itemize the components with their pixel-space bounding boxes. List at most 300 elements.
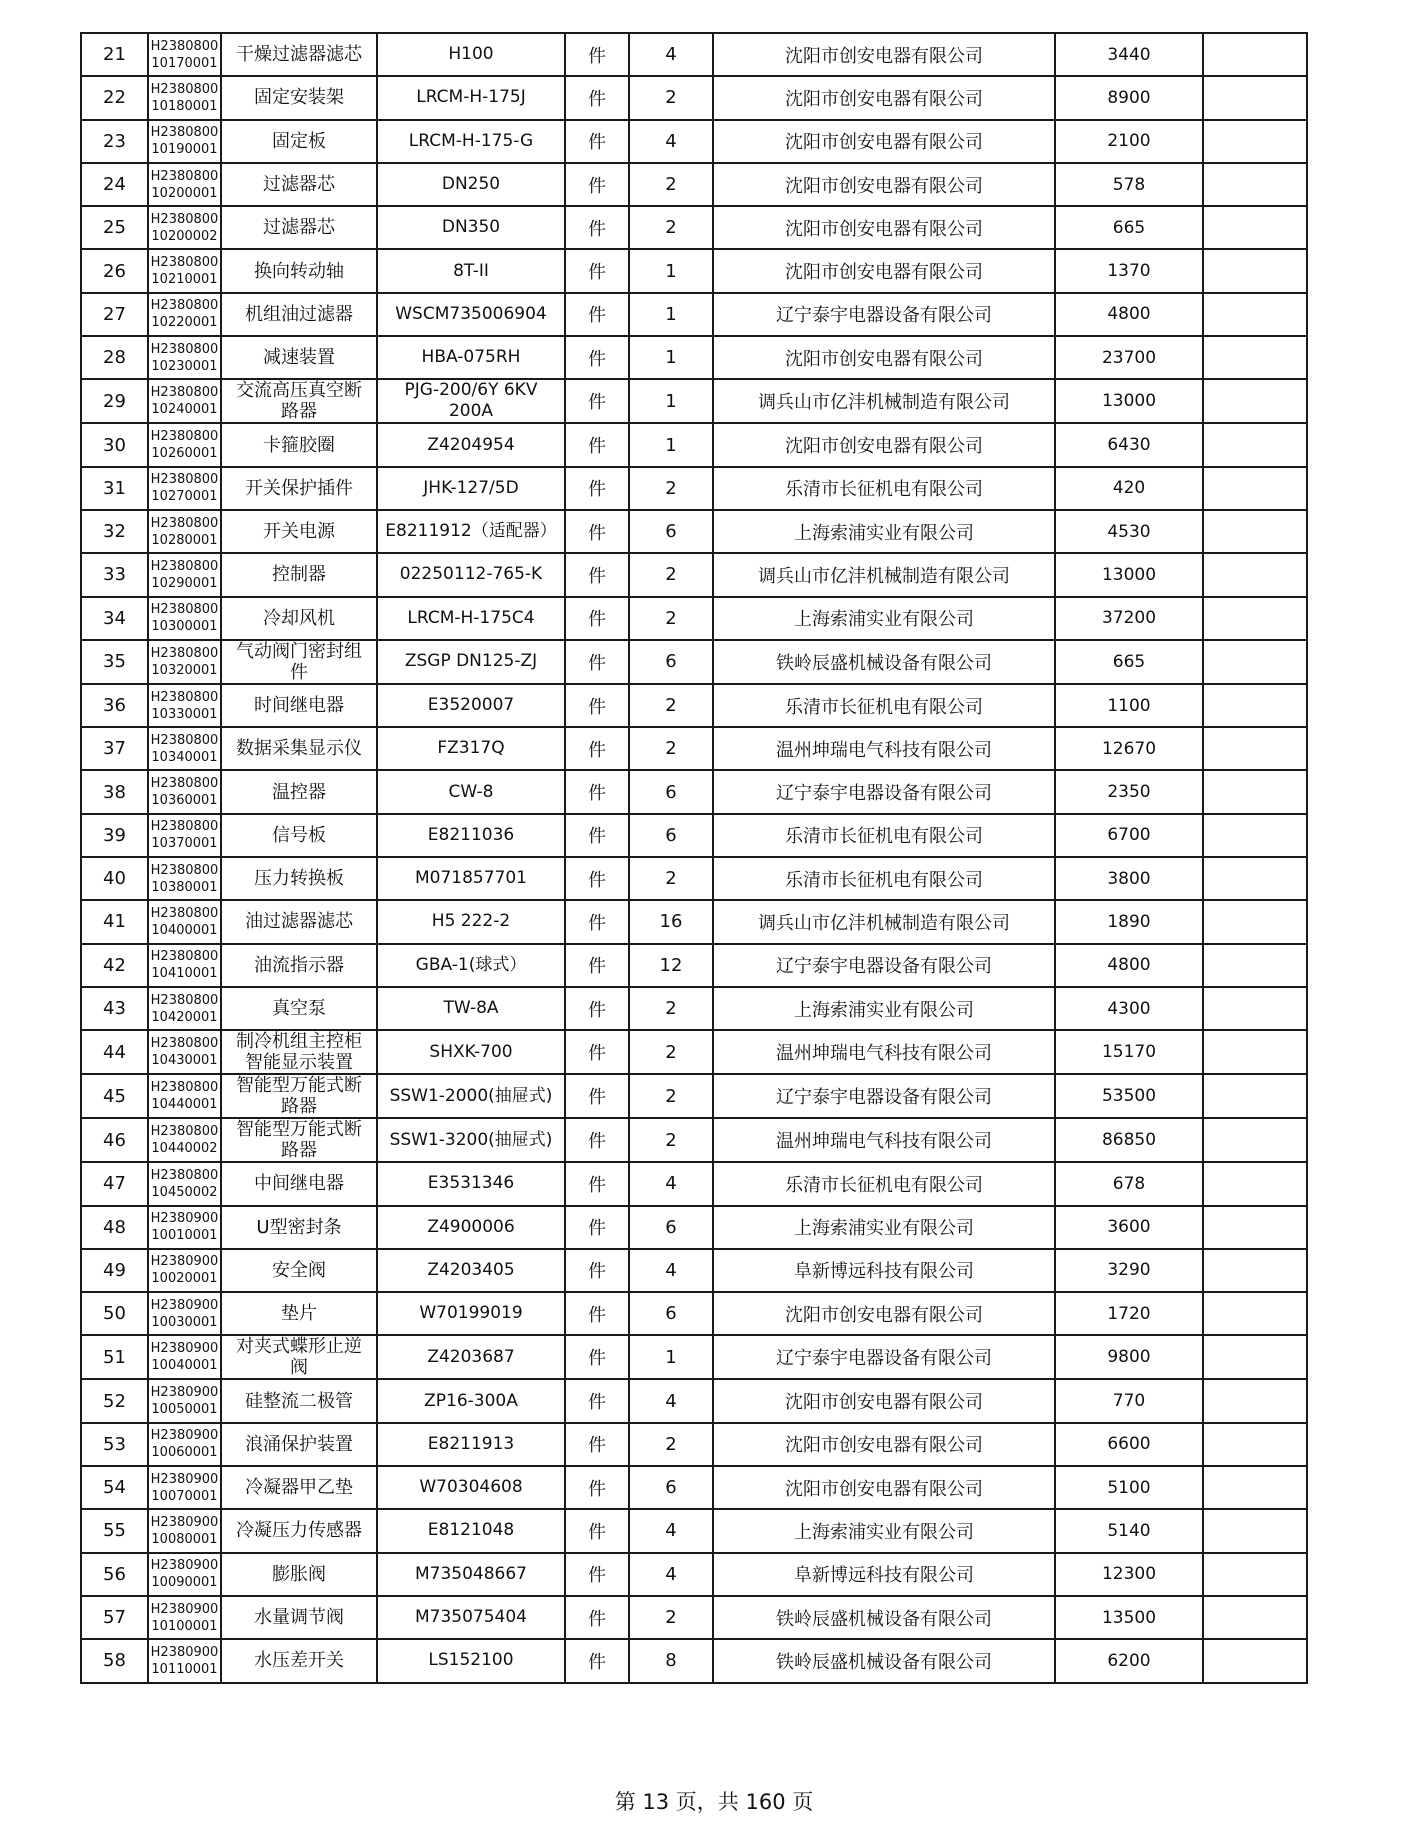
row-number-cell: 44	[81, 1030, 148, 1074]
spec-model-cell: LRCM-H-175C4	[377, 597, 565, 640]
remarks-cell	[1203, 944, 1307, 987]
item-name-cell: 浪涌保护装置	[221, 1423, 377, 1466]
item-name-cell: 过滤器芯	[221, 163, 377, 206]
supplier-cell: 上海索浦实业有限公司	[713, 1509, 1055, 1552]
item-code-cell: H2380800 10230001	[148, 336, 221, 379]
supplier-cell: 乐清市长征机电有限公司	[713, 857, 1055, 900]
item-name-cell: 冷凝压力传感器	[221, 1509, 377, 1552]
price-cell: 578	[1055, 163, 1203, 206]
table-row	[81, 206, 1307, 249]
table-row	[81, 336, 1307, 379]
item-name-cell: 过滤器芯	[221, 206, 377, 249]
item-name-cell: 固定板	[221, 120, 377, 163]
unit-cell: 件	[565, 857, 629, 900]
supplier-cell: 乐清市长征机电有限公司	[713, 684, 1055, 727]
table-row	[81, 1596, 1307, 1639]
price-cell: 1370	[1055, 249, 1203, 292]
unit-cell: 件	[565, 1596, 629, 1639]
item-name-cell: U型密封条	[221, 1206, 377, 1249]
row-number-cell: 23	[81, 120, 148, 163]
remarks-cell	[1203, 1030, 1307, 1074]
item-code-cell: H2380900 10070001	[148, 1466, 221, 1509]
remarks-cell	[1203, 727, 1307, 770]
row-number-cell: 45	[81, 1074, 148, 1118]
unit-cell: 件	[565, 684, 629, 727]
row-number-cell: 48	[81, 1206, 148, 1249]
quantity-cell: 2	[629, 1030, 713, 1074]
price-cell: 6700	[1055, 814, 1203, 857]
row-number-cell: 21	[81, 33, 148, 76]
price-cell: 770	[1055, 1379, 1203, 1422]
table-row	[81, 33, 1307, 76]
remarks-cell	[1203, 1249, 1307, 1292]
supplier-cell: 沈阳市创安电器有限公司	[713, 1466, 1055, 1509]
unit-cell: 件	[565, 1553, 629, 1596]
price-cell: 9800	[1055, 1335, 1203, 1379]
item-code-cell: H2380800 10440001	[148, 1074, 221, 1118]
price-cell: 4530	[1055, 510, 1203, 553]
item-name-cell: 真空泵	[221, 987, 377, 1030]
item-code-cell: H2380800 10190001	[148, 120, 221, 163]
quantity-cell: 6	[629, 640, 713, 684]
remarks-cell	[1203, 163, 1307, 206]
remarks-cell	[1203, 467, 1307, 510]
spec-model-cell: JHK-127/5D	[377, 467, 565, 510]
row-number-cell: 57	[81, 1596, 148, 1639]
price-cell: 678	[1055, 1162, 1203, 1205]
page-footer: 第 13 页，共 160 页	[614, 1790, 814, 1814]
supplier-cell: 沈阳市创安电器有限公司	[713, 1379, 1055, 1422]
row-number-cell: 56	[81, 1553, 148, 1596]
unit-cell: 件	[565, 1292, 629, 1335]
quantity-cell: 2	[629, 206, 713, 249]
price-cell: 665	[1055, 206, 1203, 249]
table-row	[81, 423, 1307, 466]
row-number-cell: 32	[81, 510, 148, 553]
remarks-cell	[1203, 814, 1307, 857]
unit-cell: 件	[565, 293, 629, 336]
quantity-cell: 1	[629, 336, 713, 379]
item-code-cell: H2380800 10370001	[148, 814, 221, 857]
supplier-cell: 沈阳市创安电器有限公司	[713, 336, 1055, 379]
row-number-cell: 50	[81, 1292, 148, 1335]
row-number-cell: 33	[81, 553, 148, 596]
price-cell: 3600	[1055, 1206, 1203, 1249]
price-cell: 13000	[1055, 379, 1203, 423]
item-name-cell: 信号板	[221, 814, 377, 857]
item-name-cell: 水压差开关	[221, 1639, 377, 1682]
price-cell: 5100	[1055, 1466, 1203, 1509]
quantity-cell: 2	[629, 76, 713, 119]
table-row	[81, 120, 1307, 163]
spec-model-cell: SSW1-3200(抽屉式)	[377, 1118, 565, 1162]
item-code-cell: H2380800 10360001	[148, 770, 221, 813]
unit-cell: 件	[565, 553, 629, 596]
supplier-cell: 沈阳市创安电器有限公司	[713, 423, 1055, 466]
table-row	[81, 163, 1307, 206]
table-row	[81, 1466, 1307, 1509]
remarks-cell	[1203, 770, 1307, 813]
row-number-cell: 29	[81, 379, 148, 423]
spec-model-cell: ZP16-300A	[377, 1379, 565, 1422]
unit-cell: 件	[565, 597, 629, 640]
unit-cell: 件	[565, 1074, 629, 1118]
item-code-cell: H2380800 10170001	[148, 33, 221, 76]
unit-cell: 件	[565, 163, 629, 206]
remarks-cell	[1203, 379, 1307, 423]
price-cell: 13000	[1055, 553, 1203, 596]
item-name-cell: 换向转动轴	[221, 249, 377, 292]
supplier-cell: 乐清市长征机电有限公司	[713, 814, 1055, 857]
supplier-cell: 沈阳市创安电器有限公司	[713, 206, 1055, 249]
item-code-cell: H2380800 10320001	[148, 640, 221, 684]
remarks-cell	[1203, 336, 1307, 379]
table-row	[81, 510, 1307, 553]
item-code-cell: H2380800 10440002	[148, 1118, 221, 1162]
spec-model-cell: ZSGP DN125-ZJ	[377, 640, 565, 684]
item-name-cell: 冷却风机	[221, 597, 377, 640]
item-name-cell: 干燥过滤器滤芯	[221, 33, 377, 76]
unit-cell: 件	[565, 1466, 629, 1509]
quantity-cell: 2	[629, 1423, 713, 1466]
unit-cell: 件	[565, 814, 629, 857]
quantity-cell: 6	[629, 1292, 713, 1335]
item-name-cell: 冷凝器甲乙垫	[221, 1466, 377, 1509]
remarks-cell	[1203, 1118, 1307, 1162]
price-cell: 4300	[1055, 987, 1203, 1030]
unit-cell: 件	[565, 1162, 629, 1205]
supplier-cell: 阜新博远科技有限公司	[713, 1249, 1055, 1292]
remarks-cell	[1203, 1596, 1307, 1639]
unit-cell: 件	[565, 33, 629, 76]
table-row	[81, 1335, 1307, 1379]
spec-model-cell: E8121048	[377, 1509, 565, 1552]
spec-model-cell: LRCM-H-175J	[377, 76, 565, 119]
price-cell: 5140	[1055, 1509, 1203, 1552]
unit-cell: 件	[565, 727, 629, 770]
quantity-cell: 2	[629, 727, 713, 770]
supplier-cell: 阜新博远科技有限公司	[713, 1553, 1055, 1596]
quantity-cell: 4	[629, 1379, 713, 1422]
spec-model-cell: CW-8	[377, 770, 565, 813]
table-row	[81, 1074, 1307, 1118]
spec-model-cell: E8211913	[377, 1423, 565, 1466]
unit-cell: 件	[565, 120, 629, 163]
quantity-cell: 4	[629, 1509, 713, 1552]
spec-model-cell: WSCM735006904	[377, 293, 565, 336]
row-number-cell: 24	[81, 163, 148, 206]
quantity-cell: 2	[629, 1074, 713, 1118]
item-code-cell: H2380900 10090001	[148, 1553, 221, 1596]
item-name-cell: 中间继电器	[221, 1162, 377, 1205]
quantity-cell: 4	[629, 1162, 713, 1205]
quantity-cell: 2	[629, 1118, 713, 1162]
item-code-cell: H2380900 10020001	[148, 1249, 221, 1292]
quantity-cell: 2	[629, 553, 713, 596]
row-number-cell: 55	[81, 1509, 148, 1552]
item-name-cell: 油过滤器滤芯	[221, 900, 377, 943]
spec-model-cell: HBA-075RH	[377, 336, 565, 379]
supplier-cell: 上海索浦实业有限公司	[713, 987, 1055, 1030]
price-cell: 1100	[1055, 684, 1203, 727]
table-row	[81, 900, 1307, 943]
remarks-cell	[1203, 1206, 1307, 1249]
supplier-cell: 调兵山市亿沣机械制造有限公司	[713, 379, 1055, 423]
item-code-cell: H2380800 10330001	[148, 684, 221, 727]
quantity-cell: 1	[629, 249, 713, 292]
unit-cell: 件	[565, 1118, 629, 1162]
item-code-cell: H2380800 10420001	[148, 987, 221, 1030]
table-row	[81, 770, 1307, 813]
unit-cell: 件	[565, 423, 629, 466]
spec-model-cell: E3531346	[377, 1162, 565, 1205]
price-cell: 23700	[1055, 336, 1203, 379]
quantity-cell: 4	[629, 1553, 713, 1596]
unit-cell: 件	[565, 1335, 629, 1379]
row-number-cell: 42	[81, 944, 148, 987]
spec-model-cell: Z4900006	[377, 1206, 565, 1249]
row-number-cell: 58	[81, 1639, 148, 1682]
supplier-cell: 上海索浦实业有限公司	[713, 510, 1055, 553]
remarks-cell	[1203, 684, 1307, 727]
remarks-cell	[1203, 1379, 1307, 1422]
spec-model-cell: LS152100	[377, 1639, 565, 1682]
spec-model-cell: Z4203687	[377, 1335, 565, 1379]
row-number-cell: 35	[81, 640, 148, 684]
unit-cell: 件	[565, 76, 629, 119]
table-row	[81, 684, 1307, 727]
item-name-cell: 温控器	[221, 770, 377, 813]
table-row	[81, 1030, 1307, 1074]
item-code-cell: H2380800 10280001	[148, 510, 221, 553]
table-row	[81, 814, 1307, 857]
remarks-cell	[1203, 553, 1307, 596]
item-code-cell: H2380800 10300001	[148, 597, 221, 640]
row-number-cell: 34	[81, 597, 148, 640]
remarks-cell	[1203, 33, 1307, 76]
spec-model-cell: DN250	[377, 163, 565, 206]
spec-model-cell: Z4204954	[377, 423, 565, 466]
price-cell: 86850	[1055, 1118, 1203, 1162]
table-row	[81, 987, 1307, 1030]
supplier-cell: 上海索浦实业有限公司	[713, 597, 1055, 640]
row-number-cell: 41	[81, 900, 148, 943]
supplier-cell: 辽宁泰宇电器设备有限公司	[713, 944, 1055, 987]
unit-cell: 件	[565, 510, 629, 553]
item-name-cell: 压力转换板	[221, 857, 377, 900]
price-cell: 2350	[1055, 770, 1203, 813]
spec-model-cell: FZ317Q	[377, 727, 565, 770]
table-row	[81, 597, 1307, 640]
supplier-cell: 沈阳市创安电器有限公司	[713, 163, 1055, 206]
item-code-cell: H2380800 10220001	[148, 293, 221, 336]
supplier-cell: 辽宁泰宇电器设备有限公司	[713, 1074, 1055, 1118]
item-code-cell: H2380800 10240001	[148, 379, 221, 423]
supplier-cell: 温州坤瑞电气科技有限公司	[713, 727, 1055, 770]
table-row	[81, 1509, 1307, 1552]
supplier-cell: 铁岭辰盛机械设备有限公司	[713, 1596, 1055, 1639]
spec-model-cell: W70199019	[377, 1292, 565, 1335]
quantity-cell: 1	[629, 293, 713, 336]
remarks-cell	[1203, 1553, 1307, 1596]
spec-model-cell: GBA-1(球式）	[377, 944, 565, 987]
supplier-cell: 沈阳市创安电器有限公司	[713, 249, 1055, 292]
spec-model-cell: M071857701	[377, 857, 565, 900]
price-cell: 13500	[1055, 1596, 1203, 1639]
supplier-cell: 沈阳市创安电器有限公司	[713, 1423, 1055, 1466]
spec-model-cell: H100	[377, 33, 565, 76]
item-code-cell: H2380800 10290001	[148, 553, 221, 596]
unit-cell: 件	[565, 467, 629, 510]
item-code-cell: H2380900 10050001	[148, 1379, 221, 1422]
remarks-cell	[1203, 1509, 1307, 1552]
item-code-cell: H2380800 10410001	[148, 944, 221, 987]
spec-model-cell: PJG-200/6Y 6KV 200A	[377, 379, 565, 423]
table-row	[81, 553, 1307, 596]
remarks-cell	[1203, 293, 1307, 336]
row-number-cell: 31	[81, 467, 148, 510]
item-name-cell: 气动阀门密封组 件	[221, 640, 377, 684]
quantity-cell: 1	[629, 379, 713, 423]
spec-model-cell: 8T-II	[377, 249, 565, 292]
remarks-cell	[1203, 987, 1307, 1030]
item-code-cell: H2380900 10010001	[148, 1206, 221, 1249]
row-number-cell: 26	[81, 249, 148, 292]
price-cell: 6430	[1055, 423, 1203, 466]
supplier-cell: 沈阳市创安电器有限公司	[713, 120, 1055, 163]
price-cell: 8900	[1055, 76, 1203, 119]
item-name-cell: 控制器	[221, 553, 377, 596]
remarks-cell	[1203, 857, 1307, 900]
spec-model-cell: DN350	[377, 206, 565, 249]
quantity-cell: 2	[629, 163, 713, 206]
row-number-cell: 25	[81, 206, 148, 249]
unit-cell: 件	[565, 249, 629, 292]
unit-cell: 件	[565, 1030, 629, 1074]
item-name-cell: 制冷机组主控柜 智能显示装置	[221, 1030, 377, 1074]
item-code-cell: H2380800 10260001	[148, 423, 221, 466]
remarks-cell	[1203, 900, 1307, 943]
unit-cell: 件	[565, 1509, 629, 1552]
item-name-cell: 垫片	[221, 1292, 377, 1335]
unit-cell: 件	[565, 379, 629, 423]
remarks-cell	[1203, 1423, 1307, 1466]
quantity-cell: 2	[629, 684, 713, 727]
table-row	[81, 1639, 1307, 1682]
item-code-cell: H2380800 10180001	[148, 76, 221, 119]
unit-cell: 件	[565, 900, 629, 943]
parts-table	[80, 32, 1308, 1684]
price-cell: 37200	[1055, 597, 1203, 640]
quantity-cell: 6	[629, 510, 713, 553]
unit-cell: 件	[565, 640, 629, 684]
item-name-cell: 开关电源	[221, 510, 377, 553]
row-number-cell: 30	[81, 423, 148, 466]
price-cell: 665	[1055, 640, 1203, 684]
item-name-cell: 数据采集显示仪	[221, 727, 377, 770]
spec-model-cell: E8211036	[377, 814, 565, 857]
row-number-cell: 43	[81, 987, 148, 1030]
spec-model-cell: W70304608	[377, 1466, 565, 1509]
supplier-cell: 沈阳市创安电器有限公司	[713, 76, 1055, 119]
item-code-cell: H2380900 10030001	[148, 1292, 221, 1335]
unit-cell: 件	[565, 770, 629, 813]
row-number-cell: 49	[81, 1249, 148, 1292]
price-cell: 12300	[1055, 1553, 1203, 1596]
quantity-cell: 4	[629, 33, 713, 76]
table-row	[81, 1162, 1307, 1205]
quantity-cell: 16	[629, 900, 713, 943]
table-row	[81, 1379, 1307, 1422]
supplier-cell: 铁岭辰盛机械设备有限公司	[713, 640, 1055, 684]
quantity-cell: 2	[629, 857, 713, 900]
remarks-cell	[1203, 1466, 1307, 1509]
price-cell: 4800	[1055, 944, 1203, 987]
unit-cell: 件	[565, 1423, 629, 1466]
supplier-cell: 上海索浦实业有限公司	[713, 1206, 1055, 1249]
remarks-cell	[1203, 597, 1307, 640]
remarks-cell	[1203, 1639, 1307, 1682]
quantity-cell: 1	[629, 423, 713, 466]
spec-model-cell: Z4203405	[377, 1249, 565, 1292]
price-cell: 2100	[1055, 120, 1203, 163]
spec-model-cell: TW-8A	[377, 987, 565, 1030]
table-row	[81, 76, 1307, 119]
row-number-cell: 39	[81, 814, 148, 857]
table-row	[81, 727, 1307, 770]
supplier-cell: 沈阳市创安电器有限公司	[713, 1292, 1055, 1335]
item-code-cell: H2380800 10380001	[148, 857, 221, 900]
supplier-cell: 温州坤瑞电气科技有限公司	[713, 1030, 1055, 1074]
remarks-cell	[1203, 1292, 1307, 1335]
table-row	[81, 467, 1307, 510]
unit-cell: 件	[565, 336, 629, 379]
unit-cell: 件	[565, 1206, 629, 1249]
table-row	[81, 1553, 1307, 1596]
unit-cell: 件	[565, 1249, 629, 1292]
table-row	[81, 1249, 1307, 1292]
remarks-cell	[1203, 1335, 1307, 1379]
price-cell: 3290	[1055, 1249, 1203, 1292]
unit-cell: 件	[565, 944, 629, 987]
spec-model-cell: 02250112-765-K	[377, 553, 565, 596]
remarks-cell	[1203, 249, 1307, 292]
supplier-cell: 辽宁泰宇电器设备有限公司	[713, 1335, 1055, 1379]
table-row	[81, 293, 1307, 336]
supplier-cell: 铁岭辰盛机械设备有限公司	[713, 1639, 1055, 1682]
item-code-cell: H2380900 10100001	[148, 1596, 221, 1639]
row-number-cell: 47	[81, 1162, 148, 1205]
table-row	[81, 1206, 1307, 1249]
remarks-cell	[1203, 206, 1307, 249]
supplier-cell: 辽宁泰宇电器设备有限公司	[713, 293, 1055, 336]
supplier-cell: 乐清市长征机电有限公司	[713, 467, 1055, 510]
quantity-cell: 6	[629, 814, 713, 857]
item-name-cell: 智能型万能式断 路器	[221, 1118, 377, 1162]
item-name-cell: 硅整流二极管	[221, 1379, 377, 1422]
quantity-cell: 12	[629, 944, 713, 987]
supplier-cell: 辽宁泰宇电器设备有限公司	[713, 770, 1055, 813]
table-row	[81, 857, 1307, 900]
spec-model-cell: E8211912（适配器）	[377, 510, 565, 553]
row-number-cell: 53	[81, 1423, 148, 1466]
quantity-cell: 4	[629, 120, 713, 163]
remarks-cell	[1203, 1074, 1307, 1118]
row-number-cell: 51	[81, 1335, 148, 1379]
price-cell: 53500	[1055, 1074, 1203, 1118]
row-number-cell: 36	[81, 684, 148, 727]
row-number-cell: 28	[81, 336, 148, 379]
